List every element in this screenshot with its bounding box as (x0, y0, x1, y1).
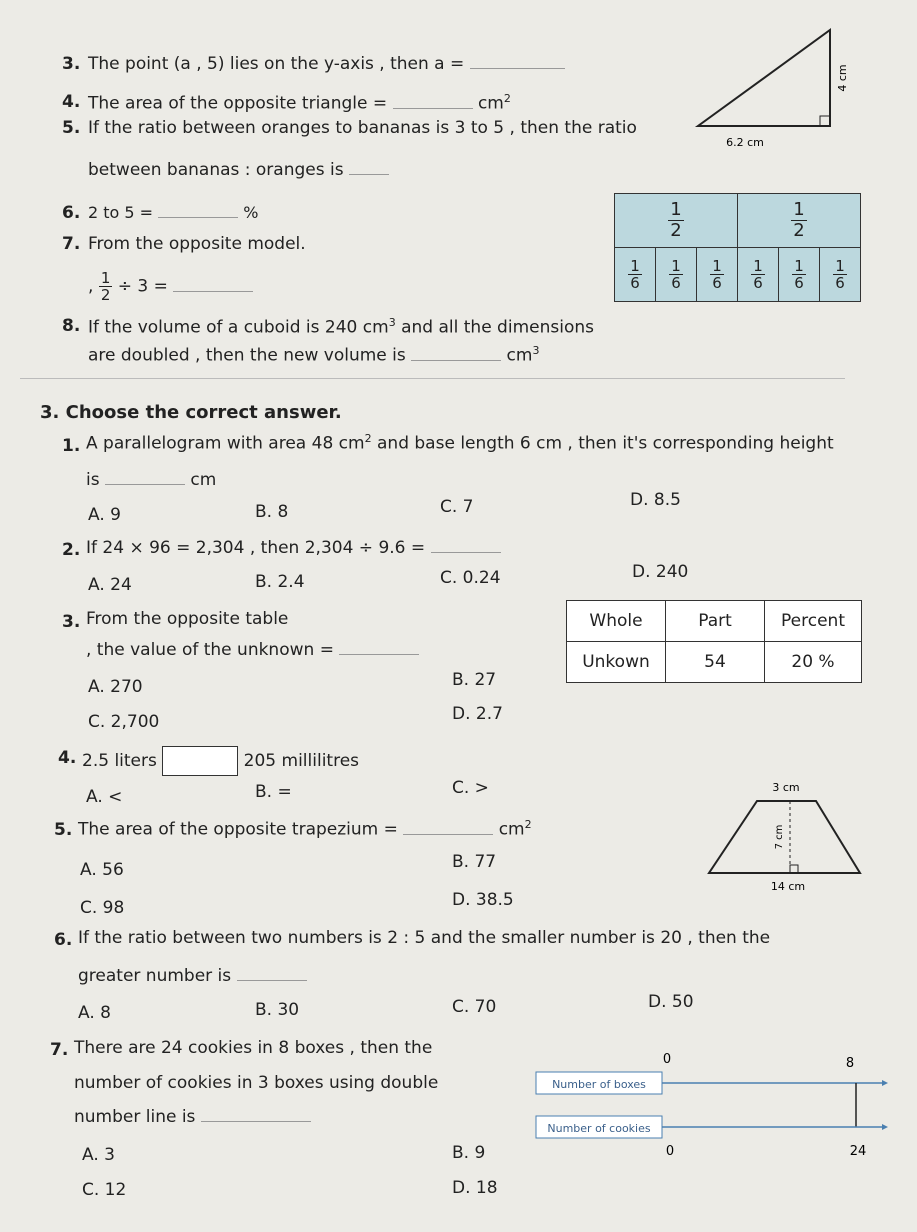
s3-q2-number: 2. (62, 540, 81, 560)
sixth-cell: $\frac{1}{6}$ (820, 248, 861, 302)
s3-q3-option-b[interactable]: B. 27 (452, 670, 497, 690)
s3-q7-line2: number of cookies in 3 boxes using double (74, 1073, 439, 1093)
s3-q5-option-c[interactable]: C. 98 (80, 898, 125, 918)
s3-q1-option-d[interactable]: D. 8.5 (630, 490, 681, 510)
number-line-bottom-end: 24 (849, 1144, 867, 1159)
s3-q7-line3: number line is (74, 1107, 311, 1127)
double-number-line (530, 1045, 890, 1165)
q6-text: 2 to 5 = % (88, 203, 259, 222)
sixth-cell: $\frac{1}{6}$ (615, 248, 656, 302)
s3-q6-option-b[interactable]: B. 30 (255, 1000, 300, 1020)
s3-q1-option-b[interactable]: B. 8 (255, 502, 289, 522)
half-cell: $\frac{1}{2}$ (738, 194, 861, 248)
q4-text: The area of the opposite triangle = $cm^2$ (88, 92, 511, 114)
s3-q1-number: 1. (62, 436, 81, 456)
q7-line1: From the opposite model. (88, 234, 306, 254)
s3-q6-option-a[interactable]: A. 8 (78, 1003, 111, 1023)
q5-line1: If the ratio between oranges to bananas is 3 to 5 , then the ratio (88, 118, 637, 138)
number-line-top-label: Number of boxes (552, 1078, 646, 1091)
sixth-cell: $\frac{1}{6}$ (656, 248, 697, 302)
s3-q7-answer-blank[interactable] (201, 1121, 311, 1122)
s3-q2-option-d[interactable]: D. 240 (632, 562, 689, 582)
s3-q7-option-d[interactable]: D. 18 (452, 1178, 498, 1198)
q3-answer-blank[interactable] (470, 68, 565, 69)
number-line-bottom-start: 0 (665, 1144, 675, 1159)
s3-q6-number: 6. (54, 930, 73, 950)
section3-title: 3. Choose the correct answer. (40, 402, 342, 423)
sixth-cell: $\frac{1}{6}$ (697, 248, 738, 302)
s3-q2-text: If 24 × 96 = 2,304 , then 2,304 ÷ 9.6 = (86, 538, 501, 558)
s3-q3-answer-blank[interactable] (339, 654, 419, 655)
table-cell-unknown: Unkown (567, 642, 666, 683)
s3-q5-option-b[interactable]: B. 77 (452, 852, 497, 872)
s3-q4-text: 2.5 liters 205 millilitres (82, 746, 359, 776)
s3-q4-option-b[interactable]: B. = (255, 782, 292, 802)
s3-q3-number: 3. (62, 612, 81, 632)
s3-q6-option-d[interactable]: D. 50 (648, 992, 694, 1012)
q7-expression: , $\frac{1}{2}$ ÷ 3 = (88, 270, 253, 303)
table-cell-part: 54 (666, 642, 765, 683)
s3-q3-line1: From the opposite table (86, 609, 289, 629)
table-header-part: Part (666, 601, 765, 642)
s3-q4-option-a[interactable]: A. < (86, 787, 123, 807)
q8-line1: If the volume of a cuboid is 240 $cm^3$ and all the dimensions (88, 316, 594, 338)
s3-q2-option-a[interactable]: A. 24 (88, 575, 132, 595)
trapezium-figure (700, 775, 875, 900)
s3-q3-option-a[interactable]: A. 270 (88, 677, 143, 697)
s3-q2-option-c[interactable]: C. 0.24 (440, 568, 501, 588)
table-header-whole: Whole (567, 601, 666, 642)
s3-q7-option-b[interactable]: B. 9 (452, 1143, 486, 1163)
fraction-model (614, 193, 861, 302)
number-line-bottom-label: Number of cookies (547, 1122, 651, 1135)
trapezium-height-label: 7 cm (774, 824, 785, 850)
s3-q7-option-a[interactable]: A. 3 (82, 1145, 115, 1165)
q8-line2: are doubled , then the new volume is $cm^3$ (88, 344, 540, 366)
s3-q5-answer-blank[interactable] (403, 834, 493, 835)
s3-q3-option-c[interactable]: C. 2,700 (88, 712, 160, 732)
table-cell-percent: 20 % (765, 642, 862, 683)
s3-q2-answer-blank[interactable] (431, 552, 501, 553)
s3-q4-compare-box[interactable] (162, 746, 238, 776)
s3-q5-number: 5. (54, 820, 73, 840)
s3-q1-answer-blank[interactable] (105, 484, 185, 485)
s3-q3-option-d[interactable]: D. 2.7 (452, 704, 503, 724)
trapezium-bottom-label: 14 cm (770, 880, 806, 893)
percent-table (566, 600, 862, 683)
trapezium-top-label: 3 cm (772, 781, 800, 794)
q3-text: The point (a , 5) lies on the y-axis , then a = (88, 54, 565, 74)
triangle-base-label: 6.2 cm (726, 136, 764, 149)
q4-number: 4. (62, 92, 81, 112)
s3-q7-line1: There are 24 cookies in 8 boxes , then the (74, 1038, 433, 1058)
s3-q2-option-b[interactable]: B. 2.4 (255, 572, 305, 592)
triangle-height-label: 4 cm (836, 64, 849, 92)
q6-answer-blank[interactable] (158, 217, 238, 218)
s3-q6-option-c[interactable]: C. 70 (452, 997, 497, 1017)
number-line-top-start: 0 (662, 1052, 672, 1067)
s3-q1-option-a[interactable]: A. 9 (88, 505, 121, 525)
s3-q5-option-a[interactable]: A. 56 (80, 860, 124, 880)
q8-number: 8. (62, 316, 81, 336)
section-divider (20, 378, 845, 379)
sixth-cell: $\frac{1}{6}$ (738, 248, 779, 302)
s3-q1-option-c[interactable]: C. 7 (440, 497, 474, 517)
s3-q3-line2: , the value of the unknown = (86, 640, 419, 660)
q7-fraction: $\frac{1}{2}$ (100, 269, 111, 304)
number-line-top-end: 8 (845, 1056, 855, 1071)
q5-number: 5. (62, 118, 81, 138)
q4-answer-blank[interactable] (393, 108, 473, 109)
q5-line2: between bananas : oranges is (88, 160, 389, 180)
q3-number: 3. (62, 54, 81, 74)
s3-q7-option-c[interactable]: C. 12 (82, 1180, 127, 1200)
q8-answer-blank[interactable] (411, 360, 501, 361)
s3-q6-line2: greater number is (78, 966, 307, 986)
half-cell: $\frac{1}{2}$ (615, 194, 738, 248)
q7-answer-blank[interactable] (173, 291, 253, 292)
s3-q1-line1: A parallelogram with area 48 $cm^2$ and base length 6 cm , then it's corresponding height (86, 432, 834, 454)
s3-q1-line2: is cm (86, 470, 217, 490)
q5-answer-blank[interactable] (349, 174, 389, 175)
s3-q7-number: 7. (50, 1040, 69, 1060)
s3-q6-answer-blank[interactable] (237, 980, 307, 981)
q7-number: 7. (62, 234, 81, 254)
s3-q4-number: 4. (58, 748, 77, 768)
s3-q4-option-c[interactable]: C. > (452, 778, 489, 798)
s3-q5-text: The area of the opposite trapezium = $cm^2$ (78, 818, 532, 840)
s3-q5-option-d[interactable]: D. 38.5 (452, 890, 514, 910)
right-triangle-figure (660, 22, 860, 162)
s3-q6-line1: If the ratio between two numbers is 2 : 5 and the smaller number is 20 , then the (78, 928, 771, 948)
table-header-percent: Percent (765, 601, 862, 642)
sixth-cell: $\frac{1}{6}$ (779, 248, 820, 302)
q6-number: 6. (62, 203, 81, 223)
